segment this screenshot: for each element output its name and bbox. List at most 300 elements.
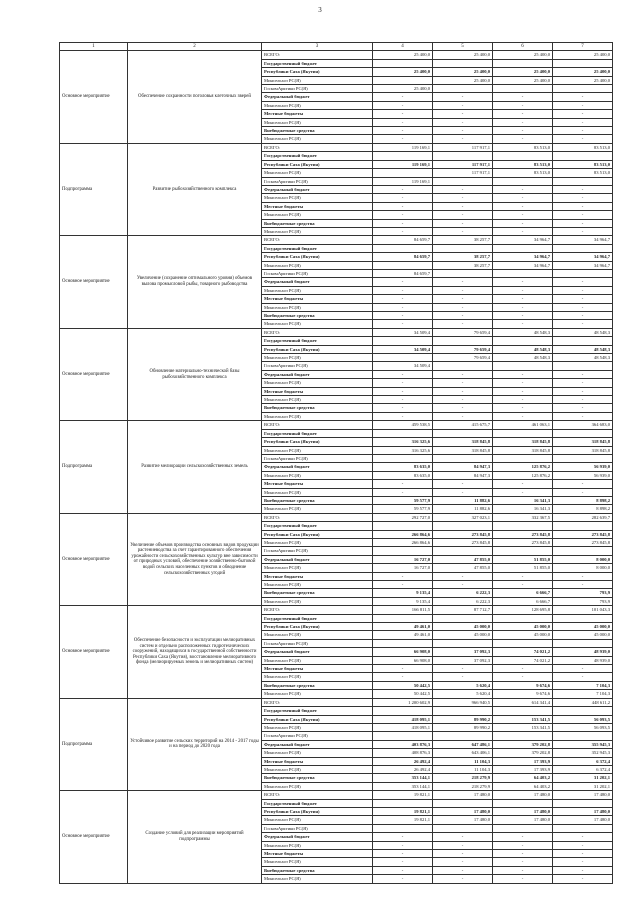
value-cell: - <box>553 370 613 378</box>
funding-source: Местные бюджеты <box>262 295 373 303</box>
funding-source: Минсельхоз РС(Я) <box>262 261 373 269</box>
value-cell: - <box>493 227 553 235</box>
value-cell: - <box>433 412 493 420</box>
value-cell <box>553 522 613 530</box>
funding-source: Федеральный бюджет <box>262 185 373 193</box>
value-cell: - <box>493 286 553 294</box>
value-cell <box>493 732 553 740</box>
value-cell <box>553 824 613 832</box>
value-cell: 34 509,4 <box>373 362 433 370</box>
value-cell: 11 882,6 <box>433 496 493 504</box>
value-cell: - <box>433 227 493 235</box>
funding-source: Республики Саха (Якутия) <box>262 807 373 815</box>
value-cell: 614 341,4 <box>493 698 553 706</box>
funding-source: Минсельхоз РС(Я) <box>262 488 373 496</box>
value-cell <box>373 169 433 177</box>
value-cell: - <box>493 665 553 673</box>
funding-source: Минсельхоз РС(Я) <box>262 446 373 454</box>
value-cell: - <box>493 303 553 311</box>
value-cell: - <box>493 480 553 488</box>
funding-source: ГоскомАрктики РС(Я) <box>262 177 373 185</box>
value-cell: 119 169,1 <box>373 160 433 168</box>
value-cell: 273 845,8 <box>493 538 553 546</box>
group-name: Увеличение объемов производства основных видов продукции растениеводства за счет гарантированного обеспечения урожайности сельскохозяйственных культур вне зависимости от природных условий, обеспечение хозяйственно-бытовой водой сельских населенных пунктов и обводнение сельскохозяйственных угодий <box>128 513 262 605</box>
value-cell: - <box>553 396 613 404</box>
value-cell: - <box>433 320 493 328</box>
value-cell: 218 279,9 <box>433 782 493 790</box>
header-row <box>60 43 613 51</box>
value-cell: 48 548,3 <box>493 354 553 362</box>
funding-source: ГоскомАрктики РС(Я) <box>262 639 373 647</box>
funding-source: Государственный бюджет <box>262 522 373 530</box>
value-cell: 318 845,8 <box>553 438 613 446</box>
value-cell: - <box>433 480 493 488</box>
value-cell: 83 635,0 <box>373 471 433 479</box>
value-cell: - <box>553 850 613 858</box>
value-cell: - <box>433 404 493 412</box>
value-cell: - <box>373 202 433 210</box>
value-cell <box>553 454 613 462</box>
funding-source: ВСЕГО: <box>262 513 373 521</box>
value-cell: 84 947,3 <box>433 471 493 479</box>
value-cell: 318 845,8 <box>493 446 553 454</box>
value-cell <box>433 547 493 555</box>
value-cell <box>433 152 493 160</box>
value-cell: 6 666,7 <box>493 589 553 597</box>
value-cell: 25 400,0 <box>553 51 613 59</box>
funding-source: Внебюджетные средства <box>262 127 373 135</box>
value-cell <box>433 244 493 252</box>
value-cell: 45 000,0 <box>433 623 493 631</box>
value-cell: - <box>373 387 433 395</box>
value-cell: 26 492,4 <box>373 765 433 773</box>
value-cell: 59 577,9 <box>373 505 433 513</box>
value-cell: - <box>373 185 433 193</box>
funding-source: Республики Саха (Якутия) <box>262 253 373 261</box>
value-cell: - <box>553 379 613 387</box>
value-cell <box>373 244 433 252</box>
value-cell: 17 480,0 <box>433 791 493 799</box>
value-cell: 37 092,3 <box>433 656 493 664</box>
value-cell: 38 257,7 <box>433 236 493 244</box>
value-cell: - <box>553 320 613 328</box>
value-cell: 125 876,2 <box>493 471 553 479</box>
group-name: Развитие рыбохозяйственного комплекса <box>128 143 262 235</box>
funding-source: ВСЕГО: <box>262 328 373 336</box>
value-cell: - <box>493 135 553 143</box>
value-cell <box>493 799 553 807</box>
value-cell: - <box>373 320 433 328</box>
value-cell: 56 939,0 <box>553 471 613 479</box>
value-cell <box>493 707 553 715</box>
value-cell: 282 639,7 <box>553 513 613 521</box>
value-cell <box>433 59 493 67</box>
value-cell: 273 845,8 <box>433 530 493 538</box>
value-cell: - <box>373 370 433 378</box>
value-cell: - <box>433 101 493 109</box>
value-cell <box>493 429 553 437</box>
value-cell: - <box>373 850 433 858</box>
value-cell: 19 821,1 <box>373 807 433 815</box>
table-row <box>60 328 613 336</box>
value-cell: 166 811,5 <box>373 606 433 614</box>
value-cell: 318 845,8 <box>493 438 553 446</box>
value-cell: 1 200 602,9 <box>373 698 433 706</box>
value-cell: 793,9 <box>553 589 613 597</box>
value-cell: 17 393,9 <box>493 765 553 773</box>
funding-source: Минсельхоз РС(Я) <box>262 564 373 572</box>
group-level: Основное мероприятие <box>60 606 128 698</box>
value-cell: - <box>433 295 493 303</box>
value-cell: - <box>433 278 493 286</box>
value-cell: 34 964,7 <box>553 236 613 244</box>
value-cell: 11 104,3 <box>433 765 493 773</box>
value-cell: - <box>493 93 553 101</box>
value-cell: 34 964,7 <box>553 261 613 269</box>
value-cell: - <box>493 185 553 193</box>
value-cell: 19 821,1 <box>373 791 433 799</box>
value-cell: 17 393,9 <box>493 757 553 765</box>
value-cell: 48 939,0 <box>553 656 613 664</box>
funding-source: Государственный бюджет <box>262 707 373 715</box>
value-cell: - <box>553 219 613 227</box>
value-cell: - <box>433 127 493 135</box>
funding-source: ВСЕГО: <box>262 51 373 59</box>
value-cell: 25 400,0 <box>373 85 433 93</box>
funding-source: Федеральный бюджет <box>262 278 373 286</box>
funding-source: Минсельхоз РС(Я) <box>262 194 373 202</box>
funding-source: Республики Саха (Якутия) <box>262 623 373 631</box>
funding-source: Минсельхоз РС(Я) <box>262 875 373 883</box>
funding-source: Государственный бюджет <box>262 337 373 345</box>
value-cell: 89 990,2 <box>433 715 493 723</box>
value-cell <box>433 732 493 740</box>
value-cell: - <box>493 211 553 219</box>
funding-source: Федеральный бюджет <box>262 370 373 378</box>
value-cell: 418 095,1 <box>373 723 433 731</box>
value-cell: - <box>433 379 493 387</box>
value-cell: - <box>493 841 553 849</box>
value-cell <box>373 454 433 462</box>
funding-source: ГоскомАрктики РС(Я) <box>262 269 373 277</box>
value-cell: - <box>553 110 613 118</box>
group-level: Подпрограмма <box>60 143 128 235</box>
value-cell: 48 548,3 <box>553 345 613 353</box>
value-cell: 8 000,0 <box>553 564 613 572</box>
value-cell: - <box>373 211 433 219</box>
value-cell: 83 513,0 <box>493 143 553 151</box>
funding-source: Минсельхоз РС(Я) <box>262 118 373 126</box>
value-cell <box>373 354 433 362</box>
value-cell <box>373 429 433 437</box>
value-cell: - <box>373 581 433 589</box>
value-cell: 49 461,0 <box>373 623 433 631</box>
value-cell <box>433 362 493 370</box>
column-header-7: 7 <box>553 43 613 51</box>
value-cell: 153 341,5 <box>493 723 553 731</box>
value-cell: - <box>493 673 553 681</box>
funding-source: Государственный бюджет <box>262 614 373 622</box>
value-cell: 83 513,0 <box>553 169 613 177</box>
value-cell <box>493 177 553 185</box>
value-cell: - <box>553 488 613 496</box>
value-cell: 353 144,1 <box>373 782 433 790</box>
funding-source: Внебюджетные средства <box>262 404 373 412</box>
value-cell: 8 898,2 <box>553 496 613 504</box>
value-cell: - <box>493 320 553 328</box>
value-cell: 643 406,1 <box>433 749 493 757</box>
value-cell: 84 659,7 <box>373 253 433 261</box>
value-cell: 7 104,3 <box>553 690 613 698</box>
group-level: Подпрограмма <box>60 698 128 790</box>
value-cell: - <box>553 202 613 210</box>
value-cell <box>373 639 433 647</box>
funding-source: Минсельхоз РС(Я) <box>262 858 373 866</box>
value-cell: 19 821,1 <box>373 816 433 824</box>
value-cell: 6 222,3 <box>433 597 493 605</box>
column-header-6: 6 <box>493 43 553 51</box>
funding-source: Федеральный бюджет <box>262 648 373 656</box>
value-cell: 50 442,5 <box>373 681 433 689</box>
funding-source: Минсельхоз РС(Я) <box>262 749 373 757</box>
value-cell: 403 876,3 <box>373 740 433 748</box>
value-cell: 117 917,1 <box>433 169 493 177</box>
value-cell: - <box>553 404 613 412</box>
value-cell: - <box>553 833 613 841</box>
value-cell: 318 845,8 <box>553 446 613 454</box>
value-cell: 34 964,7 <box>493 253 553 261</box>
value-cell <box>553 732 613 740</box>
funding-source: Минсельхоз РС(Я) <box>262 782 373 790</box>
value-cell: 461 063,1 <box>493 421 553 429</box>
value-cell: - <box>373 833 433 841</box>
funding-source: Минсельхоз РС(Я) <box>262 396 373 404</box>
funding-source: Внебюджетные средства <box>262 219 373 227</box>
value-cell: - <box>493 581 553 589</box>
funding-source: Государственный бюджет <box>262 799 373 807</box>
funding-source: Внебюджетные средства <box>262 681 373 689</box>
group-name: Обеспечение сохранности поголовья клеточных зверей <box>128 51 262 143</box>
value-cell <box>433 707 493 715</box>
value-cell <box>433 639 493 647</box>
value-cell: 117 917,1 <box>433 160 493 168</box>
value-cell: 408 876,3 <box>373 749 433 757</box>
funding-source: Минсельхоз РС(Я) <box>262 581 373 589</box>
value-cell: - <box>553 118 613 126</box>
value-cell <box>553 639 613 647</box>
value-cell <box>553 244 613 252</box>
value-cell <box>373 522 433 530</box>
value-cell: - <box>493 488 553 496</box>
value-cell: 79 659,4 <box>433 345 493 353</box>
value-cell: - <box>373 194 433 202</box>
funding-table <box>59 42 613 884</box>
value-cell <box>373 76 433 84</box>
value-cell <box>433 614 493 622</box>
value-cell: - <box>433 841 493 849</box>
value-cell: 84 659,7 <box>373 236 433 244</box>
value-cell: - <box>373 858 433 866</box>
funding-source: Минсельхоз РС(Я) <box>262 227 373 235</box>
funding-source: Минсельхоз РС(Я) <box>262 690 373 698</box>
value-cell: - <box>373 673 433 681</box>
column-header-1: 1 <box>60 43 128 51</box>
value-cell <box>373 614 433 622</box>
value-cell: - <box>493 127 553 135</box>
value-cell: - <box>433 93 493 101</box>
value-cell: - <box>553 673 613 681</box>
value-cell: 25 400,0 <box>493 76 553 84</box>
funding-source: ВСЕГО: <box>262 143 373 151</box>
value-cell <box>553 429 613 437</box>
funding-source: Федеральный бюджет <box>262 740 373 748</box>
value-cell: 327 023,1 <box>433 513 493 521</box>
value-cell: 25 400,0 <box>553 76 613 84</box>
funding-source: Минсельхоз РС(Я) <box>262 656 373 664</box>
value-cell: 56 093,5 <box>553 715 613 723</box>
value-cell: 83 513,0 <box>553 143 613 151</box>
table-row <box>60 143 613 151</box>
value-cell: 17 480,0 <box>553 816 613 824</box>
value-cell: 353 144,1 <box>373 774 433 782</box>
value-cell: 79 659,4 <box>433 354 493 362</box>
value-cell: 6 666,7 <box>493 597 553 605</box>
funding-source: Внебюджетные средства <box>262 774 373 782</box>
value-cell: 45 000,0 <box>493 623 553 631</box>
value-cell: 218 279,9 <box>433 774 493 782</box>
value-cell: - <box>373 866 433 874</box>
value-cell: 379 202,8 <box>493 740 553 748</box>
value-cell: - <box>373 286 433 294</box>
value-cell: - <box>493 387 553 395</box>
value-cell: - <box>433 219 493 227</box>
value-cell <box>553 269 613 277</box>
value-cell: 17 480,0 <box>553 807 613 815</box>
value-cell: - <box>493 370 553 378</box>
value-cell: - <box>433 286 493 294</box>
value-cell: 25 400,0 <box>433 68 493 76</box>
value-cell: - <box>433 858 493 866</box>
value-cell: - <box>553 211 613 219</box>
value-cell: 316 325,6 <box>373 446 433 454</box>
value-cell: - <box>553 127 613 135</box>
value-cell: - <box>493 404 553 412</box>
funding-source: ВСЕГО: <box>262 791 373 799</box>
value-cell: - <box>433 572 493 580</box>
value-cell: 45 000,0 <box>553 623 613 631</box>
value-cell: 66 908,0 <box>373 648 433 656</box>
value-cell: - <box>433 312 493 320</box>
value-cell: - <box>373 379 433 387</box>
value-cell: 45 000,0 <box>553 631 613 639</box>
value-cell <box>433 799 493 807</box>
funding-source: Минсельхоз РС(Я) <box>262 354 373 362</box>
group-level: Основное мероприятие <box>60 328 128 420</box>
value-cell: 318 845,8 <box>433 438 493 446</box>
funding-source: Местные бюджеты <box>262 665 373 673</box>
value-cell: - <box>433 211 493 219</box>
funding-source: Местные бюджеты <box>262 572 373 580</box>
value-cell: - <box>373 278 433 286</box>
value-cell: - <box>553 875 613 883</box>
value-cell: - <box>373 572 433 580</box>
group-level: Основное мероприятие <box>60 791 128 883</box>
value-cell <box>493 85 553 93</box>
value-cell: 51 855,0 <box>493 555 553 563</box>
funding-source: Минсельхоз РС(Я) <box>262 723 373 731</box>
value-cell: - <box>433 665 493 673</box>
table-row <box>60 236 613 244</box>
value-cell: - <box>493 875 553 883</box>
funding-source: ГоскомАрктики РС(Я) <box>262 454 373 462</box>
funding-source: ГоскомАрктики РС(Я) <box>262 362 373 370</box>
value-cell: 87 712,7 <box>433 606 493 614</box>
value-cell: 459 538,5 <box>373 421 433 429</box>
funding-source: Государственный бюджет <box>262 244 373 252</box>
group-level: Основное мероприятие <box>60 513 128 605</box>
value-cell: 89 990,2 <box>433 723 493 731</box>
value-cell: 84 659,7 <box>373 269 433 277</box>
value-cell: 83 513,0 <box>553 160 613 168</box>
value-cell <box>493 244 553 252</box>
value-cell <box>493 269 553 277</box>
funding-source: Внебюджетные средства <box>262 496 373 504</box>
value-cell: - <box>553 480 613 488</box>
funding-source: ГоскомАрктики РС(Я) <box>262 547 373 555</box>
funding-source: Местные бюджеты <box>262 202 373 210</box>
funding-source: ВСЕГО: <box>262 698 373 706</box>
value-cell: 5 620,4 <box>433 681 493 689</box>
value-cell: - <box>433 202 493 210</box>
value-cell: 6 372,4 <box>553 765 613 773</box>
value-cell: 16 341,3 <box>493 496 553 504</box>
value-cell: - <box>433 387 493 395</box>
value-cell: 31 202,1 <box>553 782 613 790</box>
table-row <box>60 513 613 521</box>
value-cell: - <box>553 101 613 109</box>
value-cell <box>433 337 493 345</box>
value-cell: 17 480,0 <box>553 791 613 799</box>
value-cell: - <box>433 110 493 118</box>
funding-source: Минсельхоз РС(Я) <box>262 76 373 84</box>
value-cell <box>493 337 553 345</box>
group-name: Увеличение (сохранение оптимального уровня) объемов вылова промысловой рыбы, товарного рыбоводства <box>128 236 262 328</box>
funding-source: Республики Саха (Якутия) <box>262 530 373 538</box>
value-cell: - <box>373 480 433 488</box>
column-header-5: 5 <box>433 43 493 51</box>
value-cell: 318 845,8 <box>433 446 493 454</box>
value-cell <box>493 362 553 370</box>
funding-source: Местные бюджеты <box>262 757 373 765</box>
value-cell: 128 695,8 <box>493 606 553 614</box>
value-cell: 74 021,2 <box>493 656 553 664</box>
value-cell: - <box>373 295 433 303</box>
value-cell: - <box>373 312 433 320</box>
funding-source: Минсельхоз РС(Я) <box>262 816 373 824</box>
value-cell <box>373 732 433 740</box>
value-cell: 273 845,8 <box>553 530 613 538</box>
value-cell: 966 940,5 <box>433 698 493 706</box>
column-header-2: 2 <box>128 43 262 51</box>
funding-source: Федеральный бюджет <box>262 833 373 841</box>
table-row <box>60 51 613 59</box>
value-cell: - <box>553 312 613 320</box>
group-name: Обновление материально-технической базы рыбохозяйственного комплекса <box>128 328 262 420</box>
value-cell: 74 021,2 <box>493 648 553 656</box>
value-cell: - <box>373 101 433 109</box>
funding-source: ВСЕГО: <box>262 236 373 244</box>
value-cell: - <box>373 841 433 849</box>
